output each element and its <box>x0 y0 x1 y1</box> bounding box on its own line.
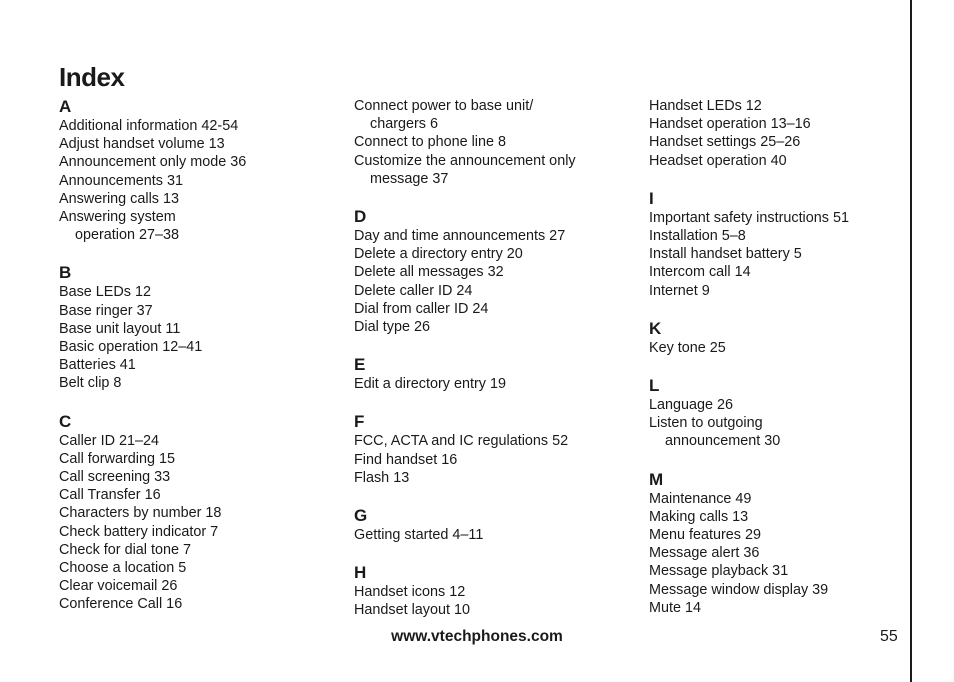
index-entry-text: Check battery indicator 7 <box>59 523 219 540</box>
index-entry <box>354 133 624 151</box>
index-entry <box>649 227 919 245</box>
index-entry <box>59 302 329 320</box>
index-entry-text: Flash 13 <box>354 469 410 486</box>
index-entry-text: Handset LEDs 12 <box>649 98 762 114</box>
index-entry <box>354 227 624 245</box>
index-entry <box>649 490 919 508</box>
index-entry <box>649 339 919 357</box>
index-entry <box>649 581 919 599</box>
index-entry-text: Dial from caller ID 24 <box>354 300 489 317</box>
index-entry <box>59 172 329 190</box>
section-letter: M <box>649 469 664 489</box>
index-entry <box>59 320 329 338</box>
index-entry-text: Important safety instructions 51 <box>649 209 849 226</box>
index-entry-text: Listen to outgoing <box>649 415 763 432</box>
index-entry-text: Announcements 31 <box>59 172 184 189</box>
index-entry <box>649 508 919 526</box>
index-entry-text: Conference Call 16 <box>59 596 183 613</box>
index-entry-text: Internet 9 <box>649 282 710 299</box>
index-entry-text: Getting started 4–11 <box>354 527 484 544</box>
index-section <box>354 207 624 336</box>
index-entry <box>649 544 919 562</box>
index-entry <box>649 599 919 617</box>
index-entry-text: Choose a location 5 <box>59 560 187 577</box>
index-entry-text: Announcement only mode 36 <box>59 154 247 171</box>
index-section <box>649 319 919 357</box>
index-section <box>59 263 329 392</box>
index-entry-text: Intercom call 14 <box>649 264 751 281</box>
index-entry <box>354 300 624 318</box>
index-entry <box>59 338 329 356</box>
index-entry-text: Maintenance 49 <box>649 490 752 507</box>
index-entry <box>649 263 919 281</box>
section-letter: G <box>354 506 368 526</box>
index-entry-text: Dial type 26 <box>354 319 430 336</box>
index-section <box>354 563 624 619</box>
index-entry <box>649 209 919 227</box>
index-entry <box>59 504 329 522</box>
index-entry <box>354 245 624 263</box>
index-section <box>354 506 624 544</box>
section-letter: C <box>59 411 72 431</box>
index-entry-text: Handset settings 25–26 <box>649 134 801 151</box>
section-letter: A <box>59 97 72 116</box>
index-entry-text: Caller ID 21–24 <box>59 432 159 449</box>
index-entry <box>59 486 329 504</box>
index-entry <box>354 375 624 393</box>
section-letter: H <box>354 563 367 583</box>
index-entry-text: Install handset battery 5 <box>649 246 802 263</box>
index-entry <box>59 559 329 577</box>
index-entry <box>354 451 624 469</box>
index-entry <box>354 282 624 300</box>
index-entry <box>59 541 329 559</box>
index-section <box>649 97 919 170</box>
index-entry <box>59 374 329 392</box>
index-section <box>354 355 624 393</box>
index-entry-text: Belt clip 8 <box>59 375 122 392</box>
index-entry <box>59 153 329 171</box>
index-section <box>649 470 919 617</box>
index-entry-text: Delete caller ID 24 <box>354 282 473 299</box>
index-entry <box>59 356 329 374</box>
index-entry-text: Additional information 42-54 <box>59 118 239 134</box>
index-entry-text: Basic operation 12–41 <box>59 339 203 356</box>
index-entry-text: Making calls 13 <box>649 508 749 525</box>
index-entry-text: Characters by number 18 <box>59 505 222 522</box>
index-entry <box>649 115 919 133</box>
index-entry <box>649 97 919 115</box>
index-entry-continuation: announcement 30 <box>665 433 781 450</box>
index-entry <box>59 283 329 301</box>
index-entry <box>354 152 624 188</box>
index-entry-text: Connect to phone line 8 <box>354 134 507 151</box>
index-entry-text: Handset layout 10 <box>354 602 471 619</box>
index-entry <box>354 318 624 336</box>
index-entry-text: Delete all messages 32 <box>354 264 504 281</box>
index-entry-text: Call screening 33 <box>59 469 171 486</box>
index-entry-continuation: message 37 <box>370 170 449 187</box>
index-entry <box>354 601 624 619</box>
index-entry <box>59 523 329 541</box>
index-entry-text: Clear voicemail 26 <box>59 578 178 595</box>
index-entry <box>649 526 919 544</box>
index-section <box>649 376 919 451</box>
index-entry-text: Installation 5–8 <box>649 228 746 245</box>
index-section <box>59 412 329 614</box>
index-entry-text: Handset operation 13–16 <box>649 116 811 133</box>
index-column-2 <box>354 97 624 639</box>
index-entry <box>649 152 919 170</box>
index-entry <box>649 396 919 414</box>
index-entry-text: Find handset 16 <box>354 451 458 468</box>
index-entry-text: FCC, ACTA and IC regulations 52 <box>354 433 569 450</box>
index-entry <box>354 526 624 544</box>
index-entry <box>59 190 329 208</box>
index-entry-text: Message alert 36 <box>649 545 760 562</box>
section-letter: F <box>354 412 365 432</box>
index-column-1 <box>59 97 329 633</box>
index-entry <box>354 469 624 487</box>
index-entry-text: Edit a directory entry 19 <box>354 376 506 393</box>
index-entry-text: Headset operation 40 <box>649 152 787 169</box>
index-entry-text: Day and time announcements 27 <box>354 228 566 245</box>
index-entry <box>59 577 329 595</box>
index-entry-text: Check for dial tone 7 <box>59 541 191 558</box>
index-entry-text: Mute 14 <box>649 599 701 616</box>
index-entry-text: Batteries 41 <box>59 357 136 374</box>
index-entry-text: Call forwarding 15 <box>59 450 175 467</box>
index-entry <box>59 450 329 468</box>
index-entry-text: Answering system <box>59 209 176 226</box>
index-entry <box>649 282 919 300</box>
index-entry <box>59 468 329 486</box>
index-entry-text: Base ringer 37 <box>59 302 153 319</box>
index-entry-text: Answering calls 13 <box>59 190 179 207</box>
index-entry-continuation: chargers 6 <box>370 116 438 133</box>
footer-website-link[interactable]: www.vtechphones.com <box>391 628 563 645</box>
index-section <box>59 97 329 244</box>
index-entry <box>649 245 919 263</box>
index-entry <box>59 208 329 244</box>
index-entry <box>59 432 329 450</box>
page-number: 55 <box>880 628 898 645</box>
index-column-3 <box>649 97 919 636</box>
index-entry <box>354 583 624 601</box>
index-entry-text: Connect power to base unit/ <box>354 98 534 114</box>
index-entry-text: Adjust handset volume 13 <box>59 136 225 153</box>
index-entry <box>354 263 624 281</box>
page-title: Index <box>59 62 125 92</box>
index-entry-text: Key tone 25 <box>649 339 726 356</box>
index-entry-continuation: operation 27–38 <box>75 227 180 244</box>
index-entry-text: Message window display 39 <box>649 581 829 598</box>
index-entry-text: Message playback 31 <box>649 563 789 580</box>
section-letter: D <box>354 207 367 227</box>
index-entry <box>649 414 919 450</box>
index-entry-text: Call Transfer 16 <box>59 487 161 504</box>
section-letter: L <box>649 376 660 396</box>
index-entry-text: Base unit layout 11 <box>59 320 181 337</box>
index-entry <box>59 135 329 153</box>
index-entry-text: Base LEDs 12 <box>59 284 151 301</box>
index-entry-text: Delete a directory entry 20 <box>354 246 523 263</box>
index-entry-text: Menu features 29 <box>649 527 761 544</box>
index-entry <box>354 97 624 133</box>
index-entry-text: Language 26 <box>649 397 734 414</box>
index-entry <box>354 432 624 450</box>
section-letter: E <box>354 355 366 375</box>
index-entry <box>59 595 329 613</box>
index-entry-text: Customize the announcement only <box>354 152 576 169</box>
index-entry <box>649 562 919 580</box>
section-letter: K <box>649 318 662 338</box>
index-section <box>354 412 624 487</box>
section-letter: I <box>649 188 654 208</box>
index-entry <box>649 133 919 151</box>
section-letter: B <box>59 263 72 283</box>
index-section <box>649 189 919 300</box>
index-entry-text: Handset icons 12 <box>354 584 466 601</box>
index-section <box>354 97 624 188</box>
index-entry <box>59 117 329 135</box>
